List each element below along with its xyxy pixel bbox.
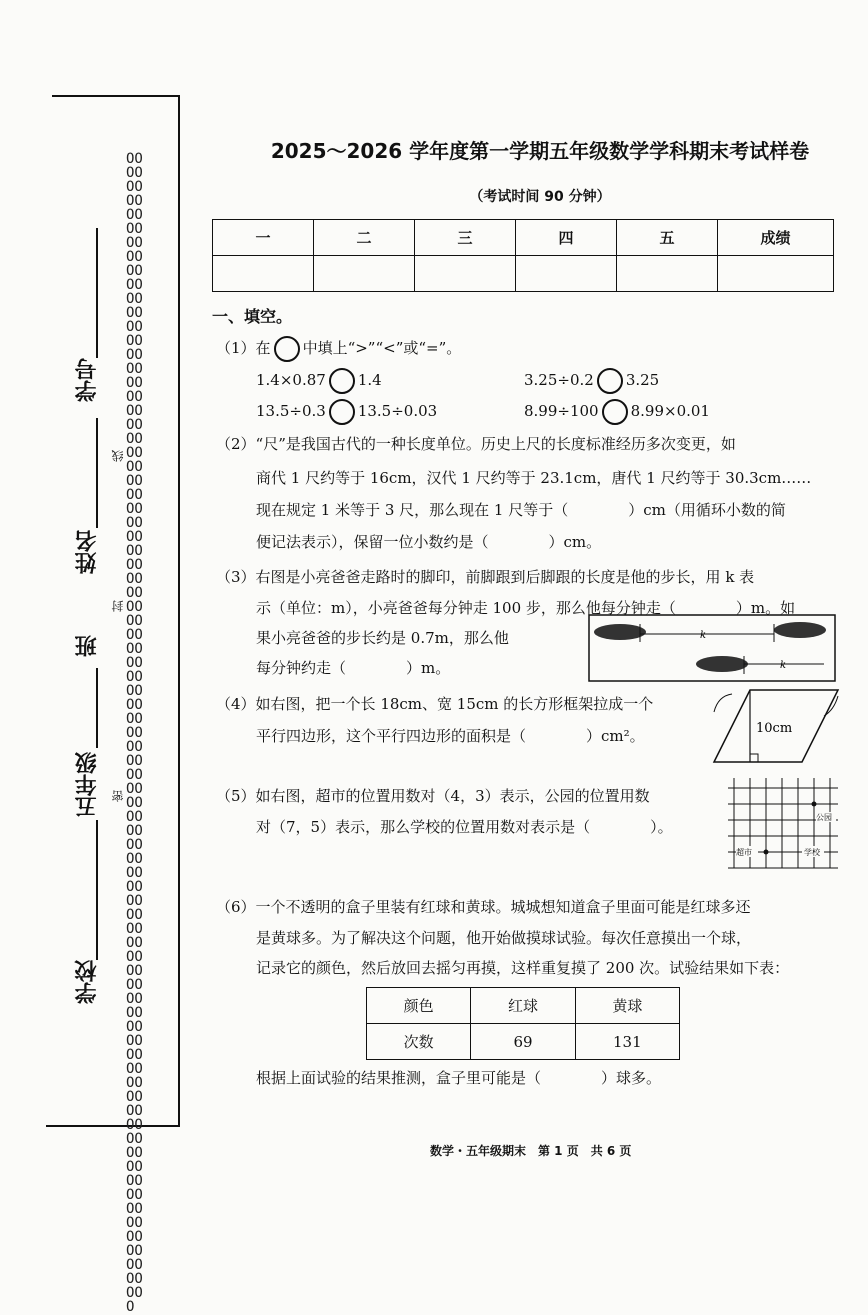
- score-cell-1[interactable]: [213, 256, 314, 292]
- score-table-header-row: [213, 220, 834, 256]
- score-header-5: 五: [617, 220, 718, 256]
- q3-line-3: 果小亮爸爸的步长约是 0.7m，那么他: [256, 629, 509, 647]
- score-cell-2[interactable]: [314, 256, 415, 292]
- q4-text-1: 如右图，把一个长 18cm、宽 15cm 的长方形框架拉成一个: [255, 695, 654, 713]
- q1-item-3-right: 13.5÷0.03: [357, 402, 438, 420]
- market-label: 超市: [736, 848, 752, 857]
- q1-item-4-right: 8.99×0.01: [630, 402, 710, 420]
- class-label: 班: [75, 635, 100, 657]
- binding-border-bottom: [46, 1125, 180, 1127]
- binding-dotted-line: OOOOOOOOOOOOOOOOOOOOOOOOOOOOOOOOOOOOOOOOOOOOOOOOOOOOOOOOOOOOOOOOOOOOOOOOOOOOOOOOOOOOOOOOOOOOOOOOOOOOOOOOOOOOOOOOOOOOOOOOOOOOOOOOOOOOOOOOOOOOOOOOOOOOOOOOOOOOOOOOOOOOO: [126, 151, 143, 1315]
- k-label-2: k: [780, 660, 787, 671]
- q1-prompt-b: 中填上“>”“<”或“=”。: [302, 339, 462, 357]
- result-header-color: 颜色: [367, 988, 471, 1024]
- q6-number: （6）: [216, 898, 256, 916]
- q6-conclusion: 根据上面试验的结果推测，盒子里可能是（ ）球多。: [256, 1069, 662, 1087]
- result-table-header-row: [367, 988, 680, 1024]
- footprint-icon: [774, 622, 826, 638]
- school-blank[interactable]: [96, 820, 98, 960]
- q6-line-3: 记录它的颜色，然后放回去摇匀再摸，这样重复摸了 200 次。试验结果如下表：: [256, 959, 790, 977]
- binding-border-top: [52, 95, 180, 97]
- score-header-1: 一: [213, 220, 314, 256]
- name-label: 姓名: [75, 530, 100, 574]
- score-table-blank-row: [213, 256, 834, 292]
- q1-item-4-left: 8.99÷100: [524, 402, 599, 420]
- q2-line-4: 便记法表示），保留一位小数约是（ ）cm。: [256, 533, 602, 551]
- q1-item-2-left: 3.25÷0.2: [524, 371, 594, 389]
- q1-item-4: [524, 399, 710, 425]
- q2-number: （2）: [216, 435, 256, 453]
- q1-item-2-answer-circle[interactable]: [597, 368, 623, 394]
- score-cell-5[interactable]: [617, 256, 718, 292]
- exam-title: 2025～2026 学年度第一学期五年级数学学科期末考试样卷: [270, 139, 810, 163]
- q2-line-2: 商代 1 尺约等于 16cm，汉代 1 尺约等于 23.1cm，唐代 1 尺约等于 30.3cm……: [256, 469, 812, 487]
- q1-number: （1）: [216, 339, 256, 357]
- q4-number: （4）: [216, 695, 256, 713]
- grade-label: 五年级: [75, 752, 100, 818]
- score-header-4: 四: [516, 220, 617, 256]
- q1-item-1: [256, 368, 382, 394]
- parallelogram-figure: [706, 682, 844, 766]
- score-header-total: 成绩: [718, 220, 834, 256]
- q4-line-1: [216, 694, 653, 714]
- height-label: 10cm: [756, 721, 793, 736]
- binding-border-right: [178, 95, 180, 1127]
- q3-number: （3）: [216, 568, 256, 586]
- q3-text-1: 右图是小亮爸爸走路时的脚印，前脚跟到后脚跟的长度是他的步长，用 k 表: [255, 568, 755, 586]
- q6-text-1: 一个不透明的盒子里装有红球和黄球。城城想知道盒子里面可能是红球多还: [255, 898, 751, 916]
- class-blank[interactable]: [96, 668, 98, 748]
- school-label: 学校: [75, 960, 100, 1004]
- score-cell-total[interactable]: [718, 256, 834, 292]
- q5-line-1: [216, 786, 650, 806]
- exam-subtitle: （考试时间 90 分钟）: [469, 189, 611, 205]
- q3-line-1: [216, 567, 754, 587]
- q1-item-1-right: 1.4: [357, 371, 382, 389]
- result-header-yellow: 黄球: [575, 988, 679, 1024]
- result-row-label: 次数: [367, 1024, 471, 1060]
- q5-text-1: 如右图，超市的位置用数对（4，3）表示，公园的位置用数: [255, 787, 650, 805]
- score-header-3: 三: [415, 220, 516, 256]
- result-header-red: 红球: [471, 988, 575, 1024]
- circle-icon: [274, 336, 300, 362]
- q5-line-2: 对（7，5）表示，那么学校的位置用数对表示是（ ）。: [256, 818, 673, 836]
- score-header-2: 二: [314, 220, 415, 256]
- k-label-1: k: [700, 630, 707, 641]
- q6-line-2: 是黄球多。为了解决这个问题，他开始做摸球试验。每次任意摸出一个球，: [256, 929, 752, 947]
- page-footer: 数学・五年级期末 第 1 页 共 6 页: [430, 1144, 632, 1158]
- name-blank[interactable]: [96, 418, 98, 528]
- q1-item-4-answer-circle[interactable]: [602, 399, 628, 425]
- q4-line-2: 平行四边形，这个平行四边形的面积是（ ）cm²。: [256, 727, 645, 745]
- score-table: [212, 219, 834, 292]
- q1-item-1-answer-circle[interactable]: [329, 368, 355, 394]
- q1-item-3: [256, 399, 437, 425]
- q1-item-1-left: 1.4×0.87: [256, 371, 326, 389]
- q3-line-2: 示（单位：m），小亮爸爸每分钟走 100 步，那么他每分钟走（ ）m。如: [256, 599, 796, 617]
- q1-item-3-left: 13.5÷0.3: [256, 402, 326, 420]
- score-cell-4[interactable]: [516, 256, 617, 292]
- q1-prompt-a: 在: [255, 339, 271, 357]
- q2-line-1: [216, 434, 736, 454]
- score-cell-3[interactable]: [415, 256, 516, 292]
- result-red-count: 69: [471, 1024, 575, 1060]
- student-id-blank[interactable]: [96, 228, 98, 358]
- q1-item-2: [524, 368, 659, 394]
- park-label: 公园: [816, 813, 832, 822]
- q3-line-4: 每分钟约走（ ）m。: [256, 659, 451, 677]
- binding-seal-char: 封: [111, 600, 125, 612]
- student-id-label: 学号: [75, 358, 100, 402]
- binding-fold-char: 密: [111, 790, 125, 802]
- q6-line-1: [216, 897, 751, 917]
- binding-line-char: 线: [111, 450, 125, 462]
- q1-item-3-answer-circle[interactable]: [329, 399, 355, 425]
- result-table-row: [367, 1024, 680, 1060]
- q1-item-2-right: 3.25: [625, 371, 660, 389]
- result-yellow-count: 131: [575, 1024, 679, 1060]
- grid-map-figure: [726, 776, 840, 870]
- footprint-icon: [594, 624, 646, 640]
- q1-prompt: [216, 336, 461, 362]
- school-point-label: 学校: [804, 848, 820, 857]
- q2-line-3: 现在规定 1 米等于 3 尺，那么现在 1 尺等于（ ）cm（用循环小数的简: [256, 501, 786, 519]
- section-heading: 一、填空。: [212, 307, 293, 326]
- q2-text-1: “尺”是我国古代的一种长度单位。历史上尺的长度标准经历多次变更，如: [255, 435, 736, 453]
- footprint-icon: [696, 656, 748, 672]
- footprint-figure: [588, 614, 836, 682]
- q5-number: （5）: [216, 787, 256, 805]
- experiment-result-table: [366, 987, 680, 1060]
